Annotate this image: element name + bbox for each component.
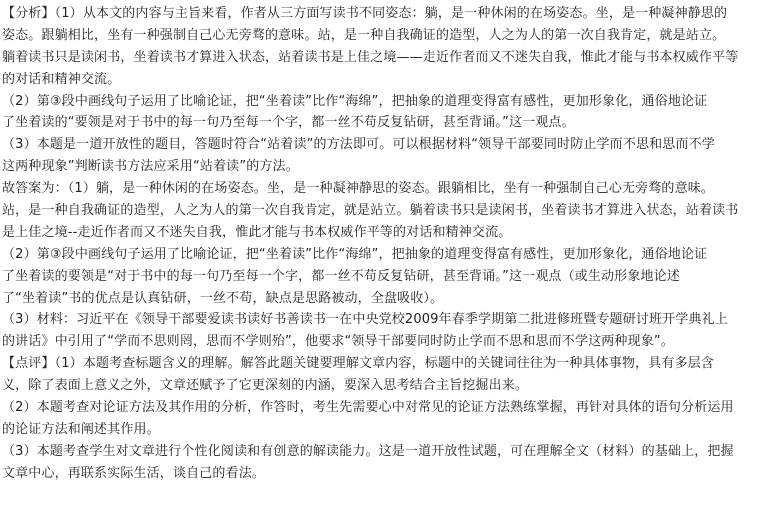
text-line: 了“坐着读”书的优点是认真钻研，一丝不苟，缺点是思路被动，全盘吸收）。 — [2, 290, 444, 306]
text-line: （3）本题考查学生对文章进行个性化阅读和有创意的解读能力。这是一道开放性试题，可在理解全文（材料）的基础上，把握 — [2, 443, 734, 459]
text-line: （2）第③段中画线句子运用了比喻论证，把“坐着读”比作“海绵”，把抽象的道理变得富有感性，更加形象化，通俗地论证 — [2, 93, 708, 109]
text-line: 站，是一种自我确证的造型，人之为人的第一次自我肯定，就是站立。躺着读书只是读闲书，坐着读书才算进入状态，站着读书 — [2, 203, 739, 219]
text-line: 了坐着读的“要领是对于书中的每一句乃至每一个字，都一丝不苟反复钻研，甚至背诵。”这一观点。 — [2, 115, 575, 131]
text-line: 的讲话》中引用了“学而不思则罔，思而不学则殆”，他要求“领导干部要同时防止学而不思和思而不学这两种现象”。 — [2, 334, 674, 350]
text-line: （3）材料：习近平在《领导干部要爱读书读好书善读书一在中央党校2009年春季学期第二批进修班暨专题研讨班开学典礼上 — [2, 312, 728, 328]
text-line: 的对话和精神交流。 — [2, 71, 121, 87]
text-line: （2）本题考查对论证方法及其作用的分析，作答时，考生先需要心中对常见的论证方法熟练掌握，再针对具体的语句分析运用 — [2, 400, 734, 416]
text-line: 故答案为：（1）躺，是一种休闲的在场姿态。坐，是一种凝神静思的姿态。跟躺相比，坐有一种强制自己心无旁骛的意味。 — [2, 181, 715, 197]
text-line: （3）本题是一道开放性的题目，答题时符合“站着读”的方法即可。可以根据材料“领导干部要同时防止学而不思和思而不学 — [2, 137, 715, 153]
text-line: 的论证方法和阐述其作用。 — [2, 421, 160, 437]
text-line: 【点评】（1）本题考查标题含义的理解。解答此题关键要理解文章内容，标题中的关键词往往为一种具体事物，具有多层含 — [2, 356, 715, 372]
text-line: 了坐着读的要领是“对于书中的每一句乃至每一个字，都一丝不苟反复钻研，甚至背诵。”这一观点（或生动形象地论述 — [2, 268, 680, 284]
text-line: 躺着读书只是读闲书，坐着读书才算进入状态，站着读书是上佳之境——走近作者而又不迷失自我，惟此才能与书本权威作平等 — [2, 49, 739, 65]
text-line: 义，除了表面上意义之外，文章还赋予了它更深刻的内涵，要深入思考结合主旨挖掘出来。 — [2, 378, 529, 394]
text-line: （2）第③段中画线句子运用了比喻论证，把“坐着读”比作“海绵”，把抽象的道理变得富有感性，更加形象化，通俗地论证 — [2, 246, 708, 262]
text-line: 这两种现象”判断读书方法应采用“站着读”的方法。 — [2, 159, 299, 175]
text-line: 【分析】（1）从本文的内容与主旨来看，作者从三方面写读书不同姿态：躺，是一种休闲的在场姿态。坐，是一种凝神静思的 — [2, 6, 728, 21]
text-line: 姿态。跟躺相比，坐有一种强制自己心无旁骛的意味。站，是一种自我确证的造型，人之为人的第一次自我肯定，就是站立。 — [2, 27, 726, 43]
text-line: 是上佳之境--走近作者而又不迷失自我，惟此才能与书本权威作平等的对话和精神交流。 — [2, 224, 512, 240]
text-line: 文章中心，再联系实际生活，谈自己的看法。 — [2, 465, 266, 481]
